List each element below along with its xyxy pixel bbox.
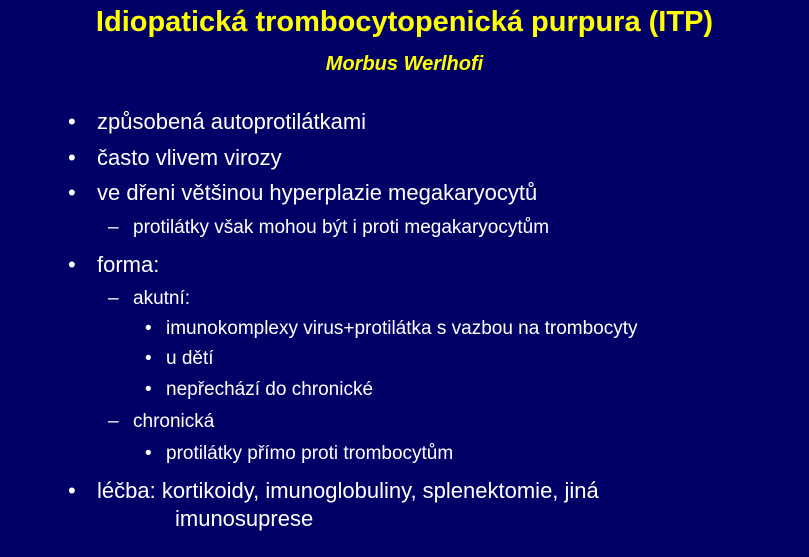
slide-title: Idiopatická trombocytopenická purpura (ITP): [95, 6, 714, 38]
sub-bullet-text: akutní:: [133, 288, 191, 309]
bullet-text: ve dřeni většinou hyperplazie megakaryocytů: [97, 180, 538, 205]
bullet-text: způsobená autoprotilátkami: [97, 109, 367, 134]
bullet-marker: •: [68, 252, 76, 277]
dash-marker: –: [108, 217, 119, 238]
bullet-marker: •: [68, 180, 76, 205]
bullet-marker: •: [145, 318, 152, 339]
dash-marker: –: [108, 288, 119, 309]
bullet-marker: •: [68, 109, 76, 134]
bullet-text: forma:: [97, 252, 160, 277]
dash-marker: –: [108, 411, 119, 432]
bullet-text: často vlivem virozy: [97, 145, 282, 170]
bullet-text: léčba: kortikoidy, imunoglobuliny, splenektomie, jiná: [97, 478, 599, 503]
bullet-marker: •: [68, 478, 76, 503]
sub-sub-bullet-text: u dětí: [166, 348, 214, 369]
sub-sub-bullet-text: nepřechází do chronické: [166, 379, 374, 400]
sub-sub-bullet-text: protilátky přímo proti trombocytům: [166, 443, 454, 464]
sub-bullet-text: chronická: [133, 411, 215, 432]
bullet-marker: •: [68, 145, 76, 170]
sub-bullet-text: protilátky však mohou být i proti megakaryocytům: [133, 217, 550, 238]
slide-subtitle: Morbus Werlhofi: [325, 53, 484, 75]
bullet-text-continuation: imunosuprese: [175, 506, 314, 531]
sub-sub-bullet-text: imunokomplexy virus+protilátka s vazbou na trombocyty: [166, 318, 638, 339]
bullet-marker: •: [145, 379, 152, 400]
bullet-marker: •: [145, 348, 152, 369]
bullet-marker: •: [145, 443, 152, 464]
